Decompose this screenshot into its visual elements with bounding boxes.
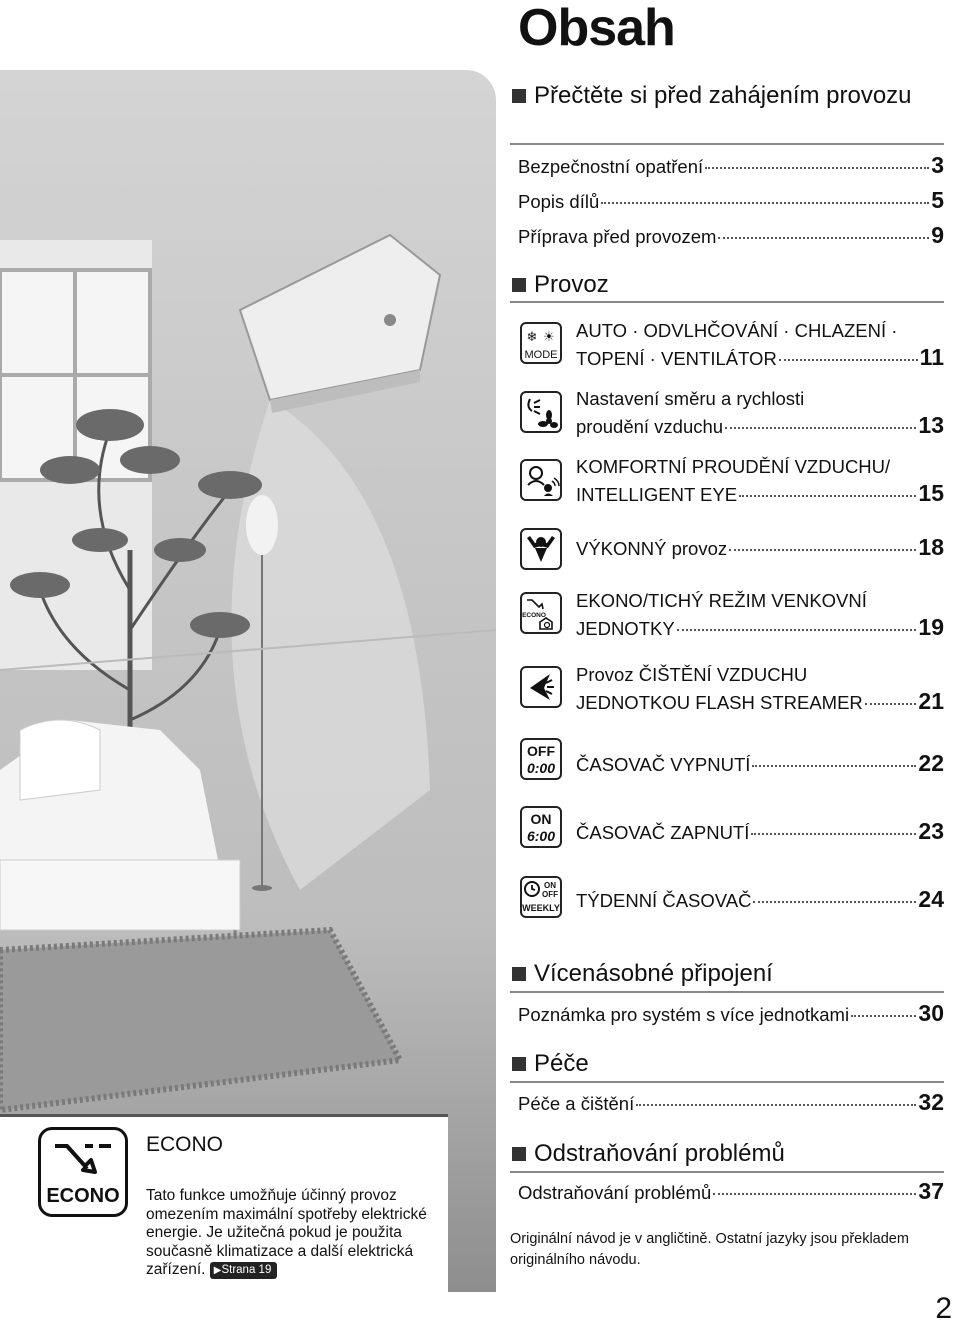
toc-entry-page: 30: [918, 1000, 944, 1026]
leader-dots: [729, 549, 916, 551]
on-timer-icon-time: 6:00: [526, 828, 556, 844]
toc-entry-page: 3: [931, 152, 944, 178]
toc-entry-label: Odstraňování problémů: [518, 1182, 712, 1203]
section-divider: [510, 1171, 944, 1173]
square-bullet-icon: [512, 967, 526, 981]
room-photo: [0, 70, 496, 1292]
toc-entry[interactable]: [518, 188, 944, 214]
section-operation: [510, 270, 944, 300]
swing-fan-icon: [520, 391, 562, 433]
section-divider: [510, 991, 944, 993]
leader-dots: [725, 427, 916, 429]
toc-entry-line2: JEDNOTKY: [576, 618, 675, 639]
toc-entry-line2: proudění vzduchu: [576, 416, 724, 437]
toc-entry-page: 13: [918, 412, 944, 438]
page-number: 2: [935, 1292, 952, 1325]
leader-dots: [677, 629, 917, 631]
on-timer-icon-label: ON: [530, 811, 552, 827]
toc-entry-page: 15: [918, 480, 944, 506]
toc-entry-text: [576, 588, 944, 642]
leader-dots: [752, 765, 916, 767]
econo-description-text: Tato funkce umožňuje účinný provoz omezením maximální spotřeby elektrické energie. Je užitečná pokud je použita současně klimatizace a další elektrická zařízení.: [146, 1187, 427, 1278]
square-bullet-icon: [512, 1147, 526, 1161]
section-heading-text: Odstraňování problémů: [534, 1140, 785, 1167]
square-bullet-icon: [512, 1057, 526, 1071]
toc-entry-line2: TOPENÍ · VENTILÁTOR: [576, 348, 777, 369]
room-illustration: [0, 70, 496, 1292]
mode-icon: [520, 322, 562, 364]
page-link-label: Strana 19: [221, 1264, 272, 1276]
leader-dots: [753, 901, 916, 903]
toc-entry-line2: TÝDENNÍ ČASOVAČ: [576, 890, 752, 911]
section-divider: [510, 143, 944, 145]
toc-entry-line1: EKONO/TICHÝ REŽIM VENKOVNÍ: [576, 590, 867, 611]
leader-dots: [739, 495, 916, 497]
toc-entry-page: 37: [918, 1178, 944, 1204]
off-timer-icon: [520, 738, 562, 780]
streamer-icon: [520, 666, 562, 708]
leader-dots: [601, 202, 929, 204]
toc-entry-text: [576, 662, 944, 716]
translation-note: Originální návod je v angličtině. Ostatní jazyky jsou překladem originálního návodu.: [510, 1231, 909, 1268]
section-heading-text: Provoz: [534, 271, 609, 298]
toc-entry-page: 11: [919, 344, 944, 370]
powerful-icon: [520, 528, 562, 570]
section-heading: [510, 81, 944, 111]
section-heading: [510, 1049, 944, 1079]
toc-entry[interactable]: [518, 1001, 944, 1027]
section-divider: [510, 301, 944, 303]
comfort-eye-icon: [520, 459, 562, 501]
toc-entry[interactable]: [518, 223, 944, 249]
off-timer-icon-label: OFF: [527, 743, 555, 759]
weekly-timer-label: WEEKLY: [522, 903, 560, 913]
econo-description: [146, 1187, 446, 1280]
econo-quiet-icon: [520, 592, 562, 634]
toc-entry-line2: VÝKONNÝ provoz: [576, 538, 728, 559]
toc-entry-line2: ČASOVAČ VYPNUTÍ: [576, 754, 751, 775]
toc-entry-label: Bezpečnostní opatření: [518, 156, 704, 177]
toc-entry-label: Poznámka pro systém s více jednotkami: [518, 1004, 850, 1025]
weekly-timer-icon: [520, 876, 562, 918]
toc-entry-page: 32: [918, 1089, 944, 1115]
toc-entry-label: Péče a čištění: [518, 1093, 635, 1114]
leader-dots: [718, 237, 929, 239]
leader-dots: [851, 1015, 916, 1017]
section-troubleshooting: [510, 1139, 944, 1169]
toc-entry-page: 24: [918, 886, 944, 912]
toc-entry-line1: [576, 508, 944, 534]
leader-dots: [751, 833, 916, 835]
play-triangle-icon: ▶: [213, 1265, 222, 1276]
section-heading-text: Péče: [534, 1050, 589, 1077]
toc-entry-line2: ČASOVAČ ZAPNUTÍ: [576, 822, 750, 843]
section-heading-text: Vícenásobné připojení: [534, 960, 773, 987]
on-timer-icon: [520, 806, 562, 848]
toc-entry[interactable]: [518, 1090, 944, 1116]
toc-entry-line2: INTELLIGENT EYE: [576, 484, 738, 505]
toc-entry-page: 19: [918, 614, 944, 640]
toc-entry-text: [576, 724, 944, 778]
leader-dots: [713, 1193, 916, 1195]
square-bullet-icon: [512, 278, 526, 292]
section-heading: [510, 270, 944, 300]
toc-entry-line1: KOMFORTNÍ PROUDĚNÍ VZDUCHU/: [576, 456, 891, 477]
toc-entry-text: [576, 860, 944, 914]
svg-text:❄: ❄: [526, 330, 538, 345]
econo-info-box: [0, 1114, 448, 1294]
toc-entry-text: [576, 318, 944, 372]
weekly-timer-on: ON: [544, 881, 556, 890]
toc-entry-line1: Nastavení směru a rychlosti: [576, 388, 805, 409]
page-title: Obsah: [518, 0, 675, 57]
toc-entry-label: Popis dílů: [518, 191, 600, 212]
svg-text:☀: ☀: [543, 330, 555, 345]
econo-icon: [38, 1127, 128, 1217]
section-heading: [510, 1139, 944, 1169]
toc-entry-text: [576, 386, 944, 440]
toc-entry-text: [576, 792, 944, 846]
toc-entry-page: 23: [918, 818, 944, 844]
toc-entry-page: 5: [931, 187, 944, 213]
toc-entry-line1: [576, 724, 944, 750]
leader-dots: [865, 703, 917, 705]
toc-entry[interactable]: [518, 153, 944, 179]
mode-icon-label: MODE: [524, 349, 558, 361]
section-divider: [510, 1081, 944, 1083]
toc-entry-line1: [576, 792, 944, 818]
square-bullet-icon: [512, 89, 526, 103]
section-multi: [510, 959, 944, 989]
toc-entry-line1: Provoz ČIŠTĚNÍ VZDUCHU: [576, 664, 808, 685]
toc-entry-page: 22: [918, 750, 944, 776]
section-heading-text: Přečtěte si před zahájením provozu: [534, 82, 912, 109]
leader-dots: [779, 359, 918, 361]
weekly-timer-off: OFF: [542, 890, 558, 899]
toc-entry-page: 18: [918, 534, 944, 560]
econo-quiet-icon-label: ECONO: [522, 612, 546, 619]
section-before-operation: [510, 81, 944, 111]
econo-icon-label: ECONO: [46, 1185, 120, 1207]
toc-entry-page: 9: [931, 222, 944, 248]
toc-entry-line1: AUTO · ODVLHČOVÁNÍ · CHLAZENÍ ·: [576, 320, 898, 341]
toc-entry-label: Příprava před provozem: [518, 226, 717, 247]
leader-dots: [636, 1104, 916, 1106]
toc-entry-line1: [576, 860, 944, 886]
section-heading: [510, 959, 944, 989]
section-care: [510, 1049, 944, 1079]
page-link-badge[interactable]: [210, 1262, 278, 1279]
leader-dots: [705, 167, 929, 169]
toc-entry-line2: JEDNOTKOU FLASH STREAMER: [576, 692, 863, 713]
toc-entry-text: [576, 454, 944, 508]
off-timer-icon-time: 0:00: [526, 760, 556, 776]
toc-entry-text: [576, 508, 944, 562]
toc-entry[interactable]: [518, 1179, 944, 1205]
econo-heading: ECONO: [146, 1133, 224, 1156]
toc-entry-page: 21: [918, 688, 944, 714]
